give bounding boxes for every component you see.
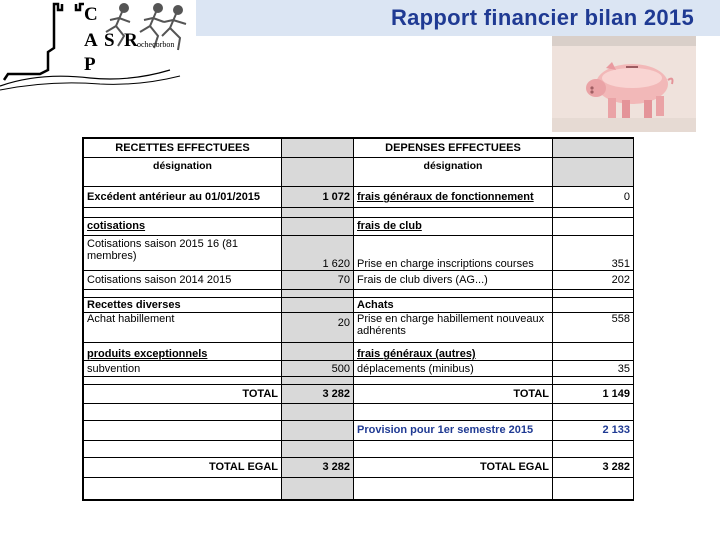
logo-letter-c: C [84, 4, 98, 25]
spacer-cell [354, 477, 553, 499]
logo-small-text: ochecorbon [137, 40, 175, 49]
header-spacer-left [282, 139, 354, 158]
spacer-cell [84, 289, 282, 297]
spacer-cell [553, 477, 634, 499]
section-frais-de-club: frais de club [354, 218, 553, 235]
spacer-cell [84, 477, 282, 499]
page-title: Rapport financier bilan 2015 [390, 5, 694, 30]
depenses-header: DEPENSES EFFECTUEES [354, 139, 553, 158]
table-row-excedent-value: 1 072 [282, 187, 354, 208]
table-row-deplacements-label: déplacements (minibus) [354, 361, 553, 377]
logo-letter-p: P [84, 54, 96, 75]
spacer-cell [553, 343, 634, 361]
spacer-cell [84, 377, 282, 385]
spacer-cell [553, 377, 634, 385]
financial-table [83, 138, 634, 500]
spacer-cell [282, 421, 354, 440]
spacer-cell [354, 208, 553, 218]
spacer-cell [282, 297, 354, 312]
table-row-cotis2015-value: 1 620 [282, 235, 354, 270]
spacer-cell [282, 440, 354, 457]
logo-letter-a: A [84, 30, 98, 51]
spacer-cell [354, 289, 553, 297]
table-row-cotis2014-label: Cotisations saison 2014 2015 [84, 270, 282, 289]
table-row-cotis2014-value: 70 [282, 270, 354, 289]
table-row-cotis2015-label: Cotisations saison 2015 16 (81 membres) [84, 235, 282, 270]
section-recettes-diverses: Recettes diverses [84, 297, 282, 312]
spacer-cell [84, 404, 282, 421]
financial-table-frame [82, 137, 634, 501]
table-row-provision-label: Provision pour 1er semestre 2015 [354, 421, 553, 440]
table-row-total-label: TOTAL [84, 385, 282, 404]
table-row-dep-total-value: 1 149 [553, 385, 634, 404]
section-produits-exceptionnels: produits exceptionnels [84, 343, 282, 361]
table-row-habillement-label: Prise en charge habillement nouveaux adhérents [354, 312, 553, 342]
logo-letter-r: R [124, 30, 138, 51]
spacer-cell [553, 218, 634, 235]
spacer-cell [354, 440, 553, 457]
spacer-cell [84, 208, 282, 218]
table-row-dep-total-egal-label: TOTAL EGAL [354, 457, 553, 477]
spacer-cell [282, 404, 354, 421]
spacer-cell [354, 377, 553, 385]
club-logo [0, 0, 196, 92]
recettes-designation-label: désignation [84, 158, 282, 187]
section-cotisations: cotisations [84, 218, 282, 235]
designation-spacer-right [553, 158, 634, 187]
spacer-cell [282, 377, 354, 385]
table-row-total-egal-label: TOTAL EGAL [84, 457, 282, 477]
spacer-cell [553, 440, 634, 457]
spacer-cell [553, 404, 634, 421]
table-row-dep-total-label: TOTAL [354, 385, 553, 404]
table-row-total-value: 3 282 [282, 385, 354, 404]
spacer-cell [282, 343, 354, 361]
spacer-cell [84, 440, 282, 457]
table-row-achat-value: 20 [282, 312, 354, 342]
spacer-cell [282, 208, 354, 218]
spacer-cell [282, 289, 354, 297]
depenses-designation-label: désignation [354, 158, 553, 187]
section-achats: Achats [354, 297, 553, 312]
spacer-cell [282, 477, 354, 499]
recettes-header: RECETTES EFFECTUEES [84, 139, 282, 158]
table-row-dep-total-egal-value: 3 282 [553, 457, 634, 477]
spacer-cell [354, 404, 553, 421]
table-row-frais-generaux-label: frais généraux de fonctionnement [354, 187, 553, 208]
spacer-cell [84, 421, 282, 440]
spacer-cell [553, 289, 634, 297]
header-spacer-right [553, 139, 634, 158]
table-row-inscriptions-label: Prise en charge inscriptions courses [354, 235, 553, 270]
table-row-frais-generaux-value: 0 [553, 187, 634, 208]
table-row-achat-label: Achat habillement [84, 312, 282, 342]
table-row-excedent-label: Excédent antérieur au 01/01/2015 [84, 187, 282, 208]
table-row-inscriptions-value: 351 [553, 235, 634, 270]
spacer-cell [282, 218, 354, 235]
table-row-frais-divers-label: Frais de club divers (AG...) [354, 270, 553, 289]
section-frais-generaux-autres: frais généraux (autres) [354, 343, 553, 361]
table-row-total-egal-value: 3 282 [282, 457, 354, 477]
table-row-subvention-label: subvention [84, 361, 282, 377]
piggy-bank-photo [552, 36, 696, 132]
table-row-provision-value: 2 133 [553, 421, 634, 440]
spacer-cell [553, 297, 634, 312]
spacer-cell [553, 208, 634, 218]
table-row-subvention-value: 500 [282, 361, 354, 377]
table-row-frais-divers-value: 202 [553, 270, 634, 289]
table-row-deplacements-value: 35 [553, 361, 634, 377]
piggy-bank-icon [552, 36, 696, 132]
designation-spacer-left [282, 158, 354, 187]
logo-letter-s: S [104, 30, 115, 51]
table-row-habillement-value: 558 [553, 312, 634, 342]
